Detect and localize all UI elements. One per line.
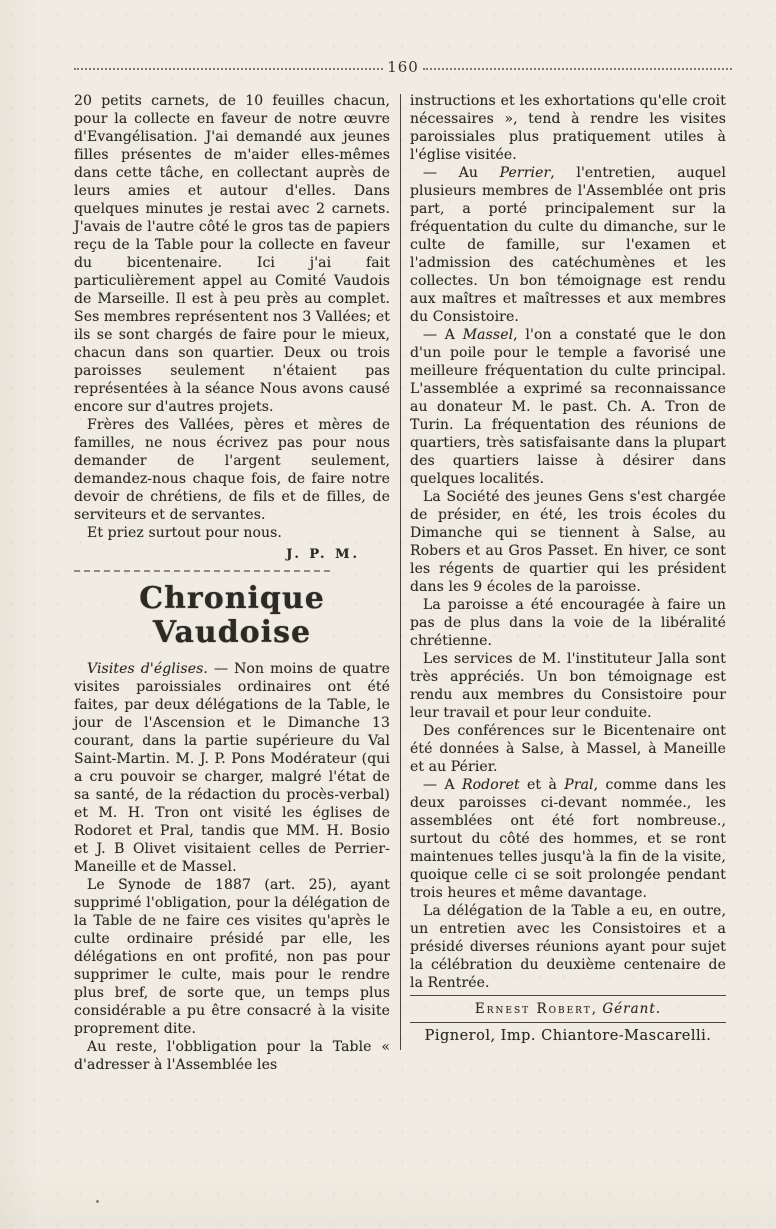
paragraph [74,416,390,524]
paragraph [410,326,726,488]
body-text: et à [519,777,565,793]
paragraph [74,524,390,542]
body-text: instructions et les exhortations qu'elle croit nécessaires », tend à rendre les visites paroissiales plus pratiquement utiles à l'église visitée. [410,93,726,163]
body-text: , l'on a constaté que le don d'un poile pour le temple a favorisé une meilleure fréquentation du culte principal. L'assemblée a exprimé sa reconnaissance au donateur M. le past. Ch. A. Tron de Turin. La fréquentation des réunions de quartiers, très satisfaisante dans la plupart des quartiers laisse à désirer dans quelques localités. [410,327,727,487]
body-text: La Société des jeunes Gens s'est chargée de présider, en été, les trois écoles du Dimanche qui se tiennent à Salse, au Robers et au Gros Passet. En hiver, ce sont les régents de quartier qui les président dans les 9 écoles de la paroisse. [410,489,726,595]
scan-artifact [96,1200,99,1203]
author-initials: J. P. M. [286,547,360,562]
paragraph [74,1038,390,1074]
editor-name: Ernest Robert [474,1001,592,1017]
body-text: La délégation de la Table a eu, en outre, un entretien avec les Consistoires et a présidé diverses réunions ayant pour sujet la célébration du deuxième centenaire de la Rentrée. [410,903,726,991]
header-rule-right [423,68,732,70]
body-text: Et priez surtout pour nous. [87,525,282,541]
left-column [74,92,390,1074]
body-text: La paroisse a été encouragée à faire un pas de plus dans la voie de la libéralité chrétienne. [410,597,726,649]
header-rule-left [74,68,383,70]
body-text: Les services de M. l'instituteur Jalla sont très appréciés. Un bon témoignage est rendu aux membres du Consistoire pour leur travail et pour leur conduite. [410,651,726,721]
right-column-text [410,92,726,992]
paragraph [410,92,726,164]
footer [410,995,726,1047]
body-text: — A [423,327,463,343]
section-heading: Chronique Vaudoise [139,581,325,650]
page-header [74,58,732,76]
editor-role: Gérant. [602,1001,662,1017]
italic-text: Rodoret [462,777,520,793]
body-text: , comme dans les deux paroisses ci-devant nommée., les assemblées ont été fort nombreuse., surtout du côté des hommes, et se ront maintenues telles jusqu'à la fin de la visite, quoique celle ci se soit prolongée pendant trois heures et même davantage. [410,777,726,901]
section-divider-rule [74,570,330,572]
body-text: — A [423,777,463,793]
body-text: Des conférences sur le Bicentenaire ont été données à Salse, à Massel, à Maneille et au Périer. [410,723,726,775]
column-divider [400,94,401,1050]
editor-separator: , [591,1001,603,1017]
body-text: Au reste, l'obbligation pour la Table « d'adresser à l'Assemblée les [74,1039,390,1073]
body-text: — Non moins de quatre visites paroissiales ordinaires ont été faites, par deux délégations de la Table, le jour de l'Ascension et le Dimanche 13 courant, dans la partie supérieure du Val Saint-Martin. M. J. P. Pons Modérateur (qui a cru pouvoir se charger, malgré l'état de sa santé, de la rédaction du procès-verbal) et M. H. Tron ont visité les églises de Rodoret et Pral, tandis que MM. H. Bosio et J. B Olivet visitaient celles de Perrier-Maneille et de Massel. [74,661,390,875]
body-text: Frères des Vallées, pères et mères de familles, ne nous écrivez pas pour nous demander de l'argent seulement, demandez-nous chaque fois, de faire notre devoir de chrétiens, de fils et de filles, de serviteurs et de servantes. [74,417,390,523]
page-number: 160 [387,58,419,76]
right-column [410,92,726,1074]
italic-text: Perrier [499,165,551,181]
paragraph [410,722,726,776]
paragraph [410,902,726,992]
imprint-line: Pignerol, Imp. Chiantore-Mascarelli. [424,1028,712,1044]
italic-text: Visites d'églises. [87,661,208,677]
paragraph [74,92,390,416]
italic-text: Pral [564,777,594,793]
paragraph [74,660,390,876]
paragraph [410,596,726,650]
paragraph [74,876,390,1038]
paragraph [410,164,726,326]
italic-text: Massel [462,327,514,343]
footer-rule-top [410,995,726,996]
body-text: , l'entretien, auquel plusieurs membres de l'Assemblée ont pris part, a porté principalement sur la fréquentation du culte du dimanche, sur le culte de famille, sur l'examen et l'admission des catéchumènes et les collectes. Un bon témoignage est rendu aux maîtres et maîtresses et aux membres du Consistoire. [410,165,726,325]
footer-rule-bottom [410,1022,726,1023]
paragraph [410,650,726,722]
two-column-layout [74,92,732,1074]
body-text: — Au [423,165,500,181]
body-text: Le Synode de 1887 (art. 25), ayant supprimé l'obligation, pour la délégation de la Table de ne faire ces visites qu'après le culte ordinaire présidé par elle, les délégations en ont profité, non pas pour supprimer le culte, mais pour le rendre plus bref, de sorte que, un temps plus considérable a pu être consacré à la visite proprement dite. [74,877,390,1037]
editor-line [410,999,726,1019]
paragraph [410,488,726,596]
body-text: 20 petits carnets, de 10 feuilles chacun, pour la collecte en faveur de notre œuvre d'Evangélisation. J'ai demandé aux jeunes filles présentes de m'aider elles-mêmes dans cette tâche, en collectant auprès de leurs amies et autour d'elles. Dans quelques minutes je restai avec 2 carnets. J'avais de l'autre côté le gros tas de papiers reçu de la Table pour la collecte en faveur du bicentenaire. Ici j'ai fait particulièrement appel au Comité Vaudois de Marseille. Il est à peu près au complet. Ses membres représentent nos 3 Vallées; et ils se sont chargés de faire pour le mieux, chacun dans son quartier. Deux ou trois paroisses seulement n'étaient pas représentées à la séance Nous avons causé encore sur d'autres projets. [74,93,390,415]
paragraph [410,776,726,902]
